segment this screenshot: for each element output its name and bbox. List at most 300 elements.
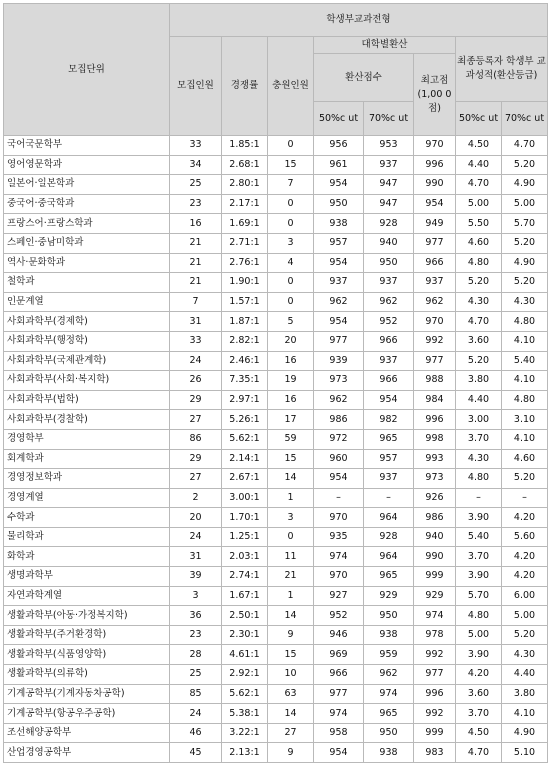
cell-unit: 사회과학부(경제학): [4, 312, 170, 332]
cell-competition: 5.62:1: [222, 684, 268, 704]
cell-grade-cut70: 4.90: [502, 253, 548, 273]
cell-max-score: 977: [414, 665, 456, 685]
cell-grade-cut70: 4.90: [502, 723, 548, 743]
cell-score-cut70: 974: [364, 684, 414, 704]
cell-extra: 15: [268, 645, 314, 665]
cell-max-score: 990: [414, 175, 456, 195]
cell-grade-cut70: –: [502, 488, 548, 508]
cell-competition: 3.22:1: [222, 723, 268, 743]
cell-score-cut50: 962: [314, 390, 364, 410]
cell-competition: 1.87:1: [222, 312, 268, 332]
cell-competition: 2.68:1: [222, 155, 268, 175]
cell-competition: 2.71:1: [222, 233, 268, 253]
admission-table-container: [3, 3, 547, 763]
cell-score-cut50: 962: [314, 292, 364, 312]
cell-capacity: 29: [170, 390, 222, 410]
cell-extra: 0: [268, 527, 314, 547]
cell-grade-cut50: 3.70: [456, 547, 502, 567]
cell-score-cut50: 970: [314, 508, 364, 528]
cell-grade-cut50: 3.90: [456, 508, 502, 528]
cell-score-cut70: 966: [364, 331, 414, 351]
cell-unit: 수학과: [4, 508, 170, 528]
cell-grade-cut70: 5.70: [502, 214, 548, 234]
cell-unit: 물리학과: [4, 527, 170, 547]
cell-grade-cut50: 3.90: [456, 645, 502, 665]
cell-score-cut70: 928: [364, 214, 414, 234]
cell-max-score: 949: [414, 214, 456, 234]
cell-extra: 14: [268, 704, 314, 724]
cell-grade-cut50: 4.30: [456, 449, 502, 469]
cell-extra: 9: [268, 743, 314, 763]
cell-extra: 16: [268, 390, 314, 410]
cell-grade-cut70: 4.20: [502, 547, 548, 567]
cell-unit: 산업경영공학부: [4, 743, 170, 763]
header-unit: 모집단위: [4, 4, 170, 136]
cell-unit: 사회과학부(사회·복지학): [4, 371, 170, 391]
cell-unit: 생활과학부(식품영양학): [4, 645, 170, 665]
cell-score-cut70: 937: [364, 273, 414, 293]
cell-extra: 19: [268, 371, 314, 391]
cell-unit: 경영정보학과: [4, 469, 170, 489]
table-row: [4, 586, 548, 606]
cell-grade-cut50: 3.70: [456, 704, 502, 724]
cell-score-cut50: 986: [314, 410, 364, 430]
cell-score-cut70: 947: [364, 175, 414, 195]
cell-unit: 생활과학부(주거환경학): [4, 625, 170, 645]
cell-capacity: 34: [170, 155, 222, 175]
cell-max-score: 996: [414, 410, 456, 430]
cell-max-score: 992: [414, 645, 456, 665]
cell-extra: 1: [268, 488, 314, 508]
cell-score-cut50: 966: [314, 665, 364, 685]
cell-capacity: 31: [170, 312, 222, 332]
cell-capacity: 27: [170, 410, 222, 430]
header-score-cut70: 70%c ut: [364, 102, 414, 136]
header-conversion-score: 환산점수: [314, 54, 414, 102]
cell-score-cut50: 977: [314, 331, 364, 351]
table-row: [4, 273, 548, 293]
table-row: [4, 547, 548, 567]
cell-extra: 7: [268, 175, 314, 195]
table-row: [4, 371, 548, 391]
cell-unit: 기계공학부(항공우주공학): [4, 704, 170, 724]
cell-competition: 5.38:1: [222, 704, 268, 724]
cell-unit: 생활과학부(아동·가정복지학): [4, 606, 170, 626]
cell-capacity: 26: [170, 371, 222, 391]
cell-max-score: 977: [414, 351, 456, 371]
cell-score-cut50: 952: [314, 606, 364, 626]
cell-score-cut50: 946: [314, 625, 364, 645]
cell-grade-cut50: 5.00: [456, 194, 502, 214]
cell-capacity: 45: [170, 743, 222, 763]
cell-competition: 2.13:1: [222, 743, 268, 763]
cell-competition: 1.67:1: [222, 586, 268, 606]
cell-grade-cut50: 3.00: [456, 410, 502, 430]
cell-score-cut50: 961: [314, 155, 364, 175]
cell-unit: 역사·문화학과: [4, 253, 170, 273]
cell-max-score: 978: [414, 625, 456, 645]
cell-score-cut70: 962: [364, 292, 414, 312]
cell-max-score: 970: [414, 312, 456, 332]
cell-capacity: 25: [170, 175, 222, 195]
cell-grade-cut70: 4.30: [502, 292, 548, 312]
cell-unit: 화학과: [4, 547, 170, 567]
cell-unit: 회계학과: [4, 449, 170, 469]
cell-capacity: 27: [170, 469, 222, 489]
cell-competition: 2.17:1: [222, 194, 268, 214]
cell-grade-cut70: 5.20: [502, 469, 548, 489]
cell-unit: 경영학부: [4, 429, 170, 449]
cell-grade-cut70: 4.30: [502, 645, 548, 665]
cell-grade-cut70: 4.20: [502, 567, 548, 587]
cell-extra: 5: [268, 312, 314, 332]
cell-score-cut70: 965: [364, 429, 414, 449]
cell-unit: 생명과학부: [4, 567, 170, 587]
cell-max-score: 940: [414, 527, 456, 547]
cell-capacity: 33: [170, 331, 222, 351]
cell-capacity: 31: [170, 547, 222, 567]
cell-grade-cut70: 5.40: [502, 351, 548, 371]
table-row: [4, 449, 548, 469]
cell-unit: 사회과학부(경찰학): [4, 410, 170, 430]
header-conversion-group: 대학별환산: [314, 37, 456, 54]
cell-capacity: 16: [170, 214, 222, 234]
cell-unit: 기계공학부(기계자동차공학): [4, 684, 170, 704]
cell-grade-cut70: 4.90: [502, 175, 548, 195]
cell-capacity: 39: [170, 567, 222, 587]
cell-max-score: 999: [414, 567, 456, 587]
cell-grade-cut50: 4.40: [456, 390, 502, 410]
cell-max-score: 962: [414, 292, 456, 312]
cell-unit: 자연과학계열: [4, 586, 170, 606]
table-row: [4, 351, 548, 371]
table-row: [4, 508, 548, 528]
cell-score-cut70: 928: [364, 527, 414, 547]
table-row: [4, 684, 548, 704]
cell-score-cut50: 939: [314, 351, 364, 371]
cell-unit: 중국어·중국학과: [4, 194, 170, 214]
cell-competition: 5.62:1: [222, 429, 268, 449]
cell-grade-cut50: 4.80: [456, 469, 502, 489]
cell-competition: 3.00:1: [222, 488, 268, 508]
table-row: [4, 253, 548, 273]
cell-score-cut50: 960: [314, 449, 364, 469]
cell-grade-cut70: 5.20: [502, 625, 548, 645]
cell-extra: 11: [268, 547, 314, 567]
cell-competition: 2.76:1: [222, 253, 268, 273]
header-capacity: 모집인원: [170, 37, 222, 136]
cell-competition: 5.26:1: [222, 410, 268, 430]
cell-extra: 17: [268, 410, 314, 430]
table-row: [4, 665, 548, 685]
cell-capacity: 24: [170, 527, 222, 547]
cell-score-cut50: 954: [314, 312, 364, 332]
cell-capacity: 20: [170, 508, 222, 528]
cell-capacity: 33: [170, 136, 222, 156]
cell-grade-cut70: 4.10: [502, 429, 548, 449]
cell-grade-cut70: 4.10: [502, 704, 548, 724]
cell-grade-cut70: 5.20: [502, 273, 548, 293]
cell-grade-cut50: 3.70: [456, 429, 502, 449]
cell-score-cut70: 957: [364, 449, 414, 469]
cell-competition: 2.97:1: [222, 390, 268, 410]
cell-capacity: 29: [170, 449, 222, 469]
cell-grade-cut70: 4.40: [502, 665, 548, 685]
cell-score-cut70: 982: [364, 410, 414, 430]
cell-score-cut70: 953: [364, 136, 414, 156]
cell-score-cut70: 937: [364, 351, 414, 371]
cell-score-cut50: 938: [314, 214, 364, 234]
cell-grade-cut50: 4.30: [456, 292, 502, 312]
cell-competition: 1.90:1: [222, 273, 268, 293]
cell-competition: 4.61:1: [222, 645, 268, 665]
cell-score-cut70: 962: [364, 665, 414, 685]
cell-score-cut70: 950: [364, 606, 414, 626]
cell-max-score: 977: [414, 233, 456, 253]
cell-extra: 15: [268, 155, 314, 175]
cell-grade-cut70: 5.60: [502, 527, 548, 547]
cell-max-score: 996: [414, 155, 456, 175]
cell-extra: 14: [268, 606, 314, 626]
cell-max-score: 984: [414, 390, 456, 410]
cell-extra: 0: [268, 214, 314, 234]
header-final-grade: 최종등록자 학생부 교과성적(환산등급): [456, 37, 548, 102]
table-row: [4, 136, 548, 156]
cell-max-score: 996: [414, 684, 456, 704]
cell-unit: 프랑스어·프랑스학과: [4, 214, 170, 234]
table-row: [4, 292, 548, 312]
cell-max-score: 926: [414, 488, 456, 508]
table-row: [4, 155, 548, 175]
cell-score-cut70: 966: [364, 371, 414, 391]
cell-score-cut50: 969: [314, 645, 364, 665]
cell-grade-cut50: 4.40: [456, 155, 502, 175]
cell-unit: 생활과학부(의류학): [4, 665, 170, 685]
cell-unit: 조선해양공학부: [4, 723, 170, 743]
cell-unit: 철학과: [4, 273, 170, 293]
cell-capacity: 21: [170, 253, 222, 273]
cell-score-cut50: 972: [314, 429, 364, 449]
cell-capacity: 21: [170, 273, 222, 293]
cell-grade-cut70: 3.10: [502, 410, 548, 430]
cell-score-cut50: 937: [314, 273, 364, 293]
cell-extra: 0: [268, 273, 314, 293]
table-row: [4, 625, 548, 645]
cell-grade-cut70: 5.10: [502, 743, 548, 763]
cell-capacity: 23: [170, 194, 222, 214]
cell-score-cut50: 954: [314, 253, 364, 273]
cell-grade-cut50: 3.60: [456, 684, 502, 704]
cell-grade-cut50: 5.50: [456, 214, 502, 234]
cell-competition: 2.50:1: [222, 606, 268, 626]
cell-score-cut70: 947: [364, 194, 414, 214]
cell-capacity: 28: [170, 645, 222, 665]
cell-score-cut70: 954: [364, 390, 414, 410]
cell-score-cut50: 954: [314, 469, 364, 489]
cell-competition: 1.85:1: [222, 136, 268, 156]
cell-grade-cut70: 4.60: [502, 449, 548, 469]
table-row: [4, 410, 548, 430]
cell-max-score: 983: [414, 743, 456, 763]
cell-capacity: 36: [170, 606, 222, 626]
cell-score-cut50: 974: [314, 547, 364, 567]
table-row: [4, 704, 548, 724]
cell-score-cut70: 964: [364, 547, 414, 567]
cell-score-cut50: 954: [314, 175, 364, 195]
header-competition: 경쟁률: [222, 37, 268, 136]
cell-unit: 경영계열: [4, 488, 170, 508]
header-grade-cut70: 70%c ut: [502, 102, 548, 136]
cell-unit: 인문계열: [4, 292, 170, 312]
cell-unit: 사회과학부(국제관계학): [4, 351, 170, 371]
cell-competition: 7.35:1: [222, 371, 268, 391]
cell-grade-cut70: 4.20: [502, 508, 548, 528]
table-row: [4, 429, 548, 449]
cell-capacity: 21: [170, 233, 222, 253]
cell-extra: 4: [268, 253, 314, 273]
cell-score-cut70: –: [364, 488, 414, 508]
cell-grade-cut50: 4.50: [456, 136, 502, 156]
cell-score-cut50: 977: [314, 684, 364, 704]
cell-extra: 16: [268, 351, 314, 371]
table-row: [4, 194, 548, 214]
cell-extra: 14: [268, 469, 314, 489]
cell-max-score: 990: [414, 547, 456, 567]
cell-grade-cut50: 4.70: [456, 743, 502, 763]
cell-extra: 27: [268, 723, 314, 743]
cell-grade-cut70: 5.00: [502, 606, 548, 626]
table-row: [4, 390, 548, 410]
table-row: [4, 743, 548, 763]
cell-competition: 2.82:1: [222, 331, 268, 351]
cell-max-score: 992: [414, 704, 456, 724]
cell-score-cut70: 950: [364, 253, 414, 273]
table-row: [4, 175, 548, 195]
cell-grade-cut70: 5.20: [502, 233, 548, 253]
cell-capacity: 24: [170, 704, 222, 724]
cell-max-score: 988: [414, 371, 456, 391]
cell-competition: 2.80:1: [222, 175, 268, 195]
table-body: [4, 136, 548, 763]
cell-max-score: 999: [414, 723, 456, 743]
cell-score-cut50: 935: [314, 527, 364, 547]
cell-max-score: 974: [414, 606, 456, 626]
cell-extra: 20: [268, 331, 314, 351]
cell-grade-cut50: –: [456, 488, 502, 508]
header-track: 학생부교과전형: [170, 4, 548, 37]
cell-capacity: 24: [170, 351, 222, 371]
cell-grade-cut50: 4.70: [456, 312, 502, 332]
cell-grade-cut70: 4.70: [502, 136, 548, 156]
cell-extra: 3: [268, 233, 314, 253]
cell-score-cut70: 959: [364, 645, 414, 665]
cell-score-cut50: –: [314, 488, 364, 508]
cell-extra: 21: [268, 567, 314, 587]
table-row: [4, 214, 548, 234]
cell-extra: 3: [268, 508, 314, 528]
cell-score-cut70: 952: [364, 312, 414, 332]
cell-unit: 사회과학부(행정학): [4, 331, 170, 351]
cell-grade-cut50: 5.00: [456, 625, 502, 645]
cell-max-score: 993: [414, 449, 456, 469]
cell-grade-cut70: 5.00: [502, 194, 548, 214]
cell-score-cut70: 929: [364, 586, 414, 606]
header-score-cut50: 50%c ut: [314, 102, 364, 136]
admission-results-table: [3, 3, 548, 763]
cell-grade-cut50: 3.60: [456, 331, 502, 351]
cell-competition: 2.67:1: [222, 469, 268, 489]
cell-grade-cut70: 4.10: [502, 331, 548, 351]
cell-score-cut70: 964: [364, 508, 414, 528]
cell-unit: 일본어·일본학과: [4, 175, 170, 195]
cell-score-cut70: 937: [364, 469, 414, 489]
cell-grade-cut50: 4.80: [456, 606, 502, 626]
cell-grade-cut50: 5.20: [456, 351, 502, 371]
cell-capacity: 3: [170, 586, 222, 606]
table-row: [4, 645, 548, 665]
cell-grade-cut50: 5.40: [456, 527, 502, 547]
cell-grade-cut70: 6.00: [502, 586, 548, 606]
cell-score-cut70: 940: [364, 233, 414, 253]
cell-competition: 2.30:1: [222, 625, 268, 645]
cell-score-cut50: 957: [314, 233, 364, 253]
cell-max-score: 970: [414, 136, 456, 156]
cell-score-cut70: 965: [364, 567, 414, 587]
table-row: [4, 233, 548, 253]
cell-unit: 영어영문학과: [4, 155, 170, 175]
cell-grade-cut50: 3.80: [456, 371, 502, 391]
cell-grade-cut70: 4.80: [502, 390, 548, 410]
cell-extra: 9: [268, 625, 314, 645]
cell-score-cut50: 956: [314, 136, 364, 156]
cell-score-cut50: 954: [314, 743, 364, 763]
cell-grade-cut70: 3.80: [502, 684, 548, 704]
table-row: [4, 488, 548, 508]
cell-capacity: 23: [170, 625, 222, 645]
cell-grade-cut70: 4.10: [502, 371, 548, 391]
cell-extra: 10: [268, 665, 314, 685]
cell-max-score: 954: [414, 194, 456, 214]
cell-competition: 1.25:1: [222, 527, 268, 547]
cell-competition: 2.92:1: [222, 665, 268, 685]
cell-grade-cut50: 4.50: [456, 723, 502, 743]
cell-max-score: 973: [414, 469, 456, 489]
cell-score-cut50: 970: [314, 567, 364, 587]
cell-extra: 59: [268, 429, 314, 449]
cell-max-score: 992: [414, 331, 456, 351]
cell-unit: 국어국문학부: [4, 136, 170, 156]
cell-grade-cut70: 4.80: [502, 312, 548, 332]
cell-competition: 2.14:1: [222, 449, 268, 469]
cell-grade-cut50: 4.70: [456, 175, 502, 195]
cell-score-cut70: 965: [364, 704, 414, 724]
cell-max-score: 929: [414, 586, 456, 606]
cell-max-score: 966: [414, 253, 456, 273]
cell-competition: 1.57:1: [222, 292, 268, 312]
cell-score-cut50: 974: [314, 704, 364, 724]
cell-max-score: 986: [414, 508, 456, 528]
cell-grade-cut70: 5.20: [502, 155, 548, 175]
header-extra: 충원인원: [268, 37, 314, 136]
cell-capacity: 25: [170, 665, 222, 685]
cell-score-cut50: 950: [314, 194, 364, 214]
cell-grade-cut50: 5.70: [456, 586, 502, 606]
cell-capacity: 2: [170, 488, 222, 508]
cell-score-cut70: 950: [364, 723, 414, 743]
cell-score-cut50: 927: [314, 586, 364, 606]
cell-capacity: 86: [170, 429, 222, 449]
table-row: [4, 312, 548, 332]
